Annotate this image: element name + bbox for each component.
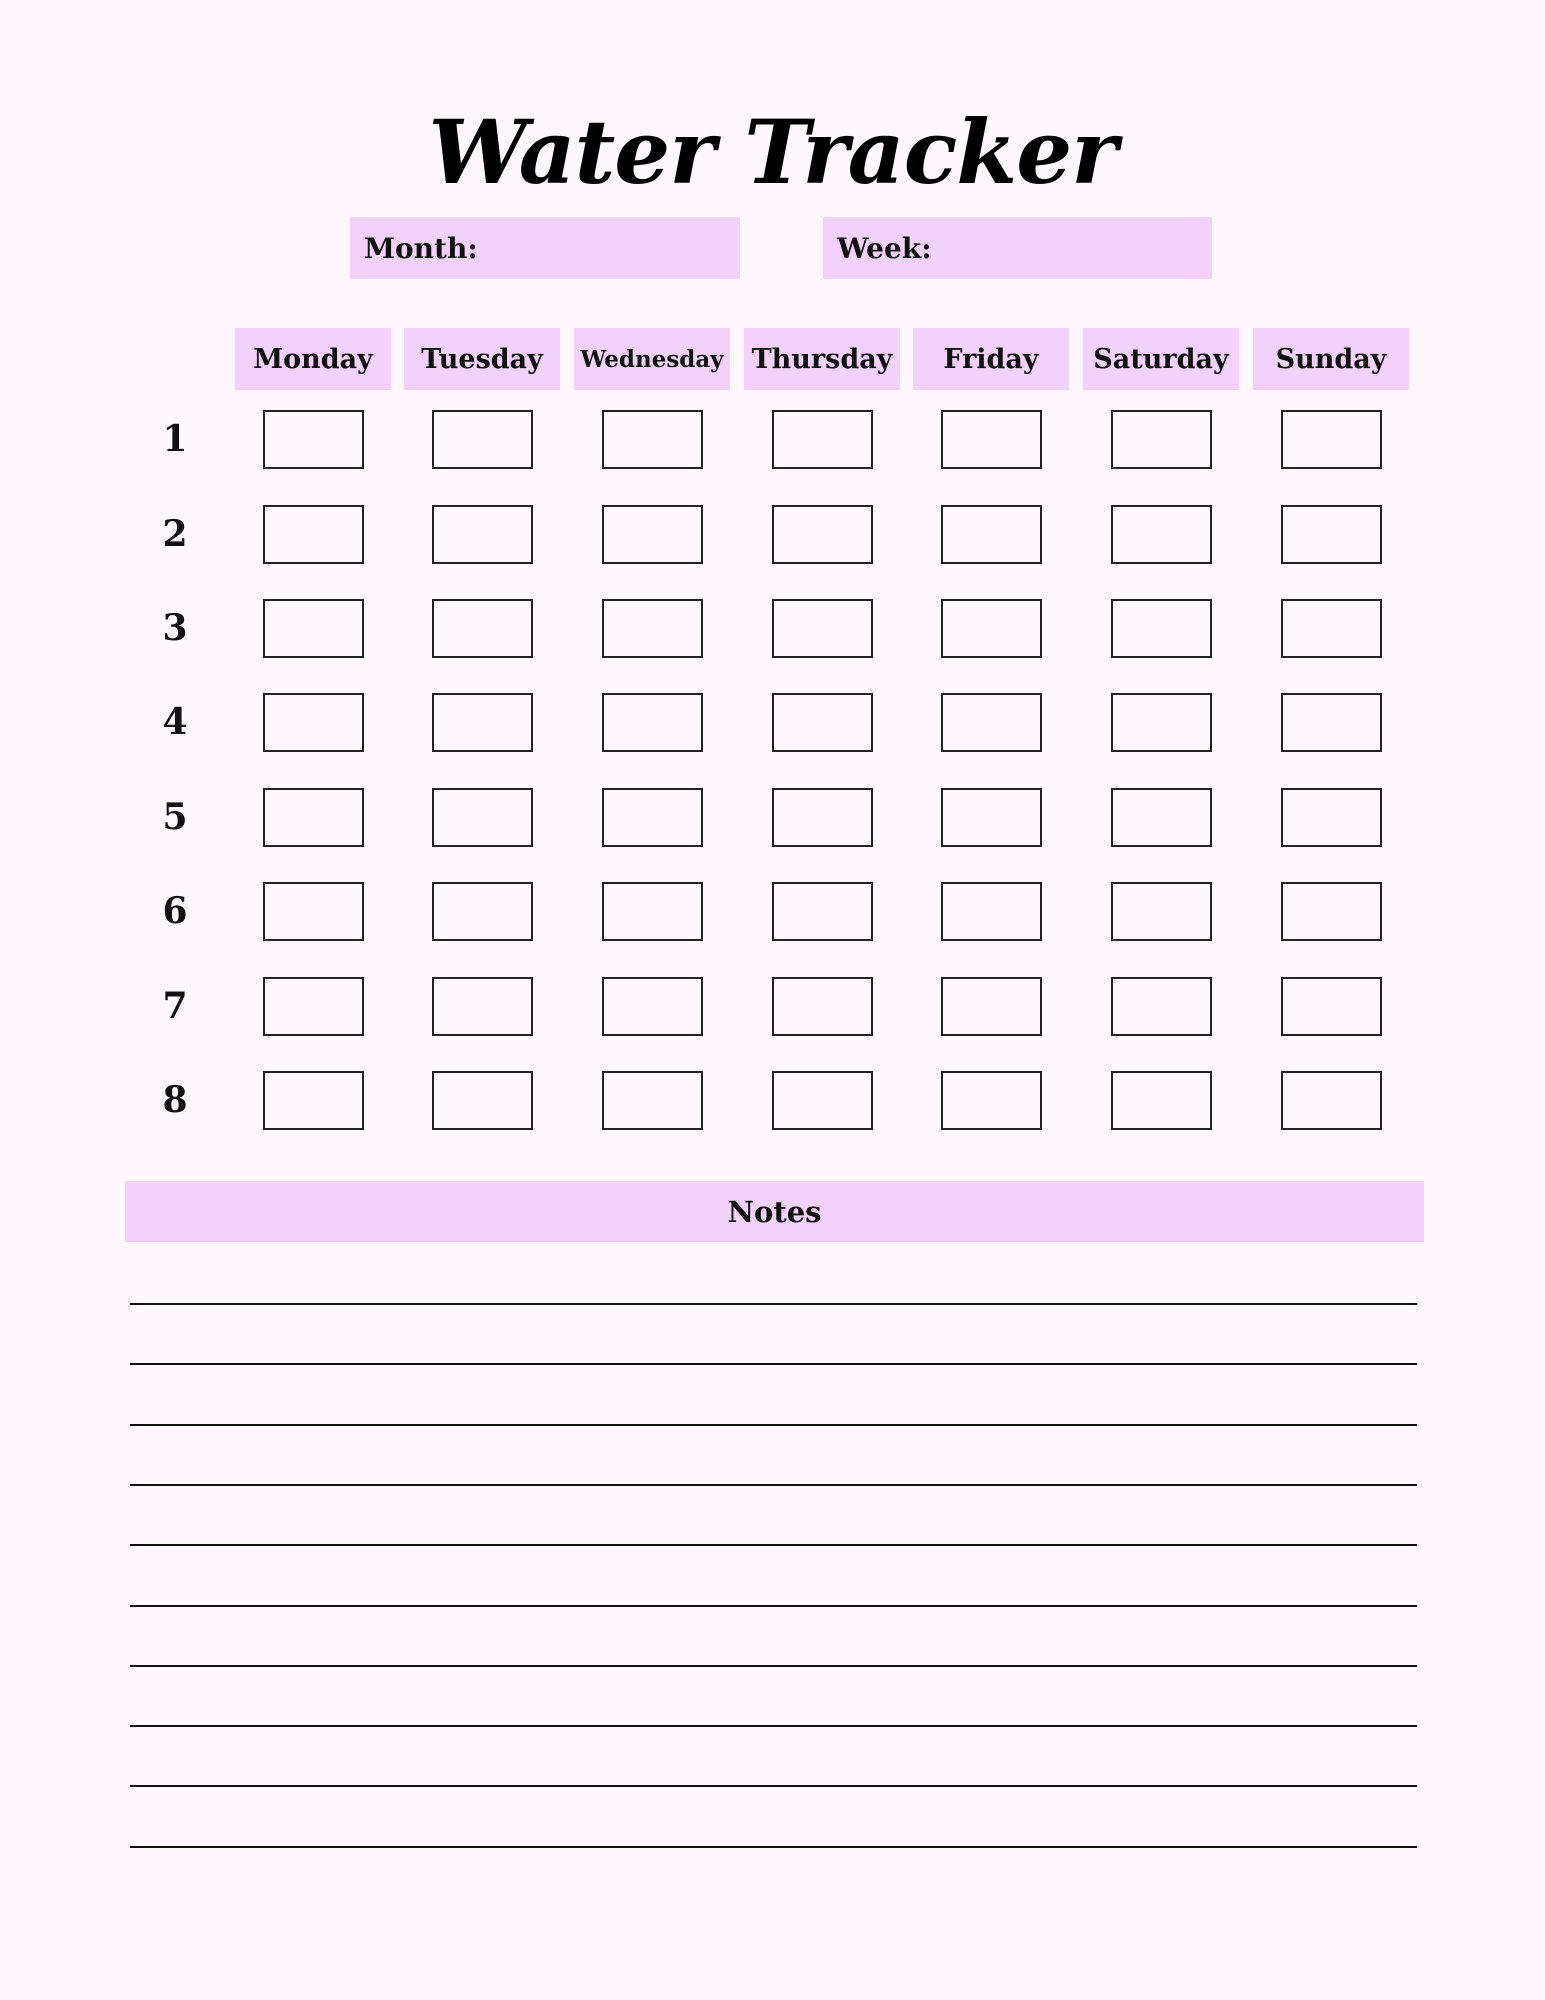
water-checkbox-friday-5[interactable] bbox=[941, 788, 1042, 847]
water-checkbox-tuesday-1[interactable] bbox=[432, 410, 533, 469]
water-checkbox-thursday-1[interactable] bbox=[772, 410, 873, 469]
water-checkbox-sunday-7[interactable] bbox=[1281, 977, 1382, 1036]
water-checkbox-sunday-3[interactable] bbox=[1281, 599, 1382, 658]
water-checkbox-wednesday-2[interactable] bbox=[602, 505, 703, 564]
row-number-4: 4 bbox=[162, 701, 188, 743]
water-checkbox-thursday-3[interactable] bbox=[772, 599, 873, 658]
note-line[interactable] bbox=[130, 1605, 1417, 1607]
water-checkbox-tuesday-7[interactable] bbox=[432, 977, 533, 1036]
water-checkbox-tuesday-4[interactable] bbox=[432, 693, 533, 752]
water-checkbox-tuesday-8[interactable] bbox=[432, 1071, 533, 1130]
water-checkbox-wednesday-7[interactable] bbox=[602, 977, 703, 1036]
day-header-thursday: Thursday bbox=[744, 328, 900, 390]
water-checkbox-saturday-8[interactable] bbox=[1111, 1071, 1212, 1130]
note-line[interactable] bbox=[130, 1725, 1417, 1727]
water-checkbox-monday-8[interactable] bbox=[263, 1071, 364, 1130]
water-checkbox-friday-8[interactable] bbox=[941, 1071, 1042, 1130]
water-checkbox-wednesday-1[interactable] bbox=[602, 410, 703, 469]
water-checkbox-friday-6[interactable] bbox=[941, 882, 1042, 941]
water-checkbox-monday-5[interactable] bbox=[263, 788, 364, 847]
row-number-1: 1 bbox=[162, 418, 188, 460]
water-checkbox-thursday-6[interactable] bbox=[772, 882, 873, 941]
water-checkbox-thursday-7[interactable] bbox=[772, 977, 873, 1036]
water-checkbox-tuesday-6[interactable] bbox=[432, 882, 533, 941]
row-number-3: 3 bbox=[162, 607, 188, 649]
note-line[interactable] bbox=[130, 1785, 1417, 1787]
water-checkbox-friday-4[interactable] bbox=[941, 693, 1042, 752]
water-checkbox-monday-7[interactable] bbox=[263, 977, 364, 1036]
water-checkbox-tuesday-5[interactable] bbox=[432, 788, 533, 847]
note-line[interactable] bbox=[130, 1484, 1417, 1486]
note-line[interactable] bbox=[130, 1665, 1417, 1667]
row-number-5: 5 bbox=[162, 796, 188, 838]
row-number-8: 8 bbox=[162, 1079, 188, 1121]
water-checkbox-sunday-5[interactable] bbox=[1281, 788, 1382, 847]
water-checkbox-friday-3[interactable] bbox=[941, 599, 1042, 658]
water-checkbox-sunday-1[interactable] bbox=[1281, 410, 1382, 469]
water-checkbox-saturday-2[interactable] bbox=[1111, 505, 1212, 564]
water-checkbox-thursday-4[interactable] bbox=[772, 693, 873, 752]
week-label: Week: bbox=[837, 231, 932, 265]
water-checkbox-thursday-5[interactable] bbox=[772, 788, 873, 847]
notes-title: Notes bbox=[727, 1194, 822, 1229]
water-checkbox-wednesday-6[interactable] bbox=[602, 882, 703, 941]
water-checkbox-sunday-4[interactable] bbox=[1281, 693, 1382, 752]
water-checkbox-wednesday-3[interactable] bbox=[602, 599, 703, 658]
water-checkbox-wednesday-4[interactable] bbox=[602, 693, 703, 752]
row-number-7: 7 bbox=[162, 985, 188, 1027]
note-line[interactable] bbox=[130, 1363, 1417, 1365]
day-header-friday: Friday bbox=[913, 328, 1069, 390]
month-field[interactable] bbox=[350, 217, 740, 279]
water-checkbox-saturday-4[interactable] bbox=[1111, 693, 1212, 752]
note-line[interactable] bbox=[130, 1303, 1417, 1305]
water-checkbox-monday-1[interactable] bbox=[263, 410, 364, 469]
water-checkbox-monday-2[interactable] bbox=[263, 505, 364, 564]
day-header-saturday: Saturday bbox=[1083, 328, 1239, 390]
water-checkbox-saturday-5[interactable] bbox=[1111, 788, 1212, 847]
water-checkbox-thursday-8[interactable] bbox=[772, 1071, 873, 1130]
water-checkbox-sunday-6[interactable] bbox=[1281, 882, 1382, 941]
water-checkbox-saturday-6[interactable] bbox=[1111, 882, 1212, 941]
water-checkbox-wednesday-5[interactable] bbox=[602, 788, 703, 847]
water-checkbox-friday-7[interactable] bbox=[941, 977, 1042, 1036]
water-checkbox-saturday-3[interactable] bbox=[1111, 599, 1212, 658]
page-title: Water Tracker bbox=[428, 100, 1117, 204]
water-checkbox-sunday-2[interactable] bbox=[1281, 505, 1382, 564]
day-header-tuesday: Tuesday bbox=[404, 328, 560, 390]
water-checkbox-tuesday-3[interactable] bbox=[432, 599, 533, 658]
water-checkbox-friday-2[interactable] bbox=[941, 505, 1042, 564]
row-number-6: 6 bbox=[162, 890, 188, 932]
day-header-sunday: Sunday bbox=[1253, 328, 1409, 390]
day-header-wednesday: Wednesday bbox=[574, 328, 730, 390]
month-label: Month: bbox=[364, 231, 478, 265]
note-line[interactable] bbox=[130, 1544, 1417, 1546]
day-header-monday: Monday bbox=[235, 328, 391, 390]
water-checkbox-friday-1[interactable] bbox=[941, 410, 1042, 469]
water-checkbox-sunday-8[interactable] bbox=[1281, 1071, 1382, 1130]
water-checkbox-saturday-1[interactable] bbox=[1111, 410, 1212, 469]
water-checkbox-monday-4[interactable] bbox=[263, 693, 364, 752]
water-checkbox-monday-6[interactable] bbox=[263, 882, 364, 941]
week-field[interactable] bbox=[823, 217, 1212, 279]
water-checkbox-thursday-2[interactable] bbox=[772, 505, 873, 564]
notes-header bbox=[125, 1181, 1424, 1242]
water-checkbox-monday-3[interactable] bbox=[263, 599, 364, 658]
water-checkbox-wednesday-8[interactable] bbox=[602, 1071, 703, 1130]
row-number-2: 2 bbox=[162, 513, 188, 555]
note-line[interactable] bbox=[130, 1846, 1417, 1848]
water-checkbox-saturday-7[interactable] bbox=[1111, 977, 1212, 1036]
note-line[interactable] bbox=[130, 1424, 1417, 1426]
water-checkbox-tuesday-2[interactable] bbox=[432, 505, 533, 564]
